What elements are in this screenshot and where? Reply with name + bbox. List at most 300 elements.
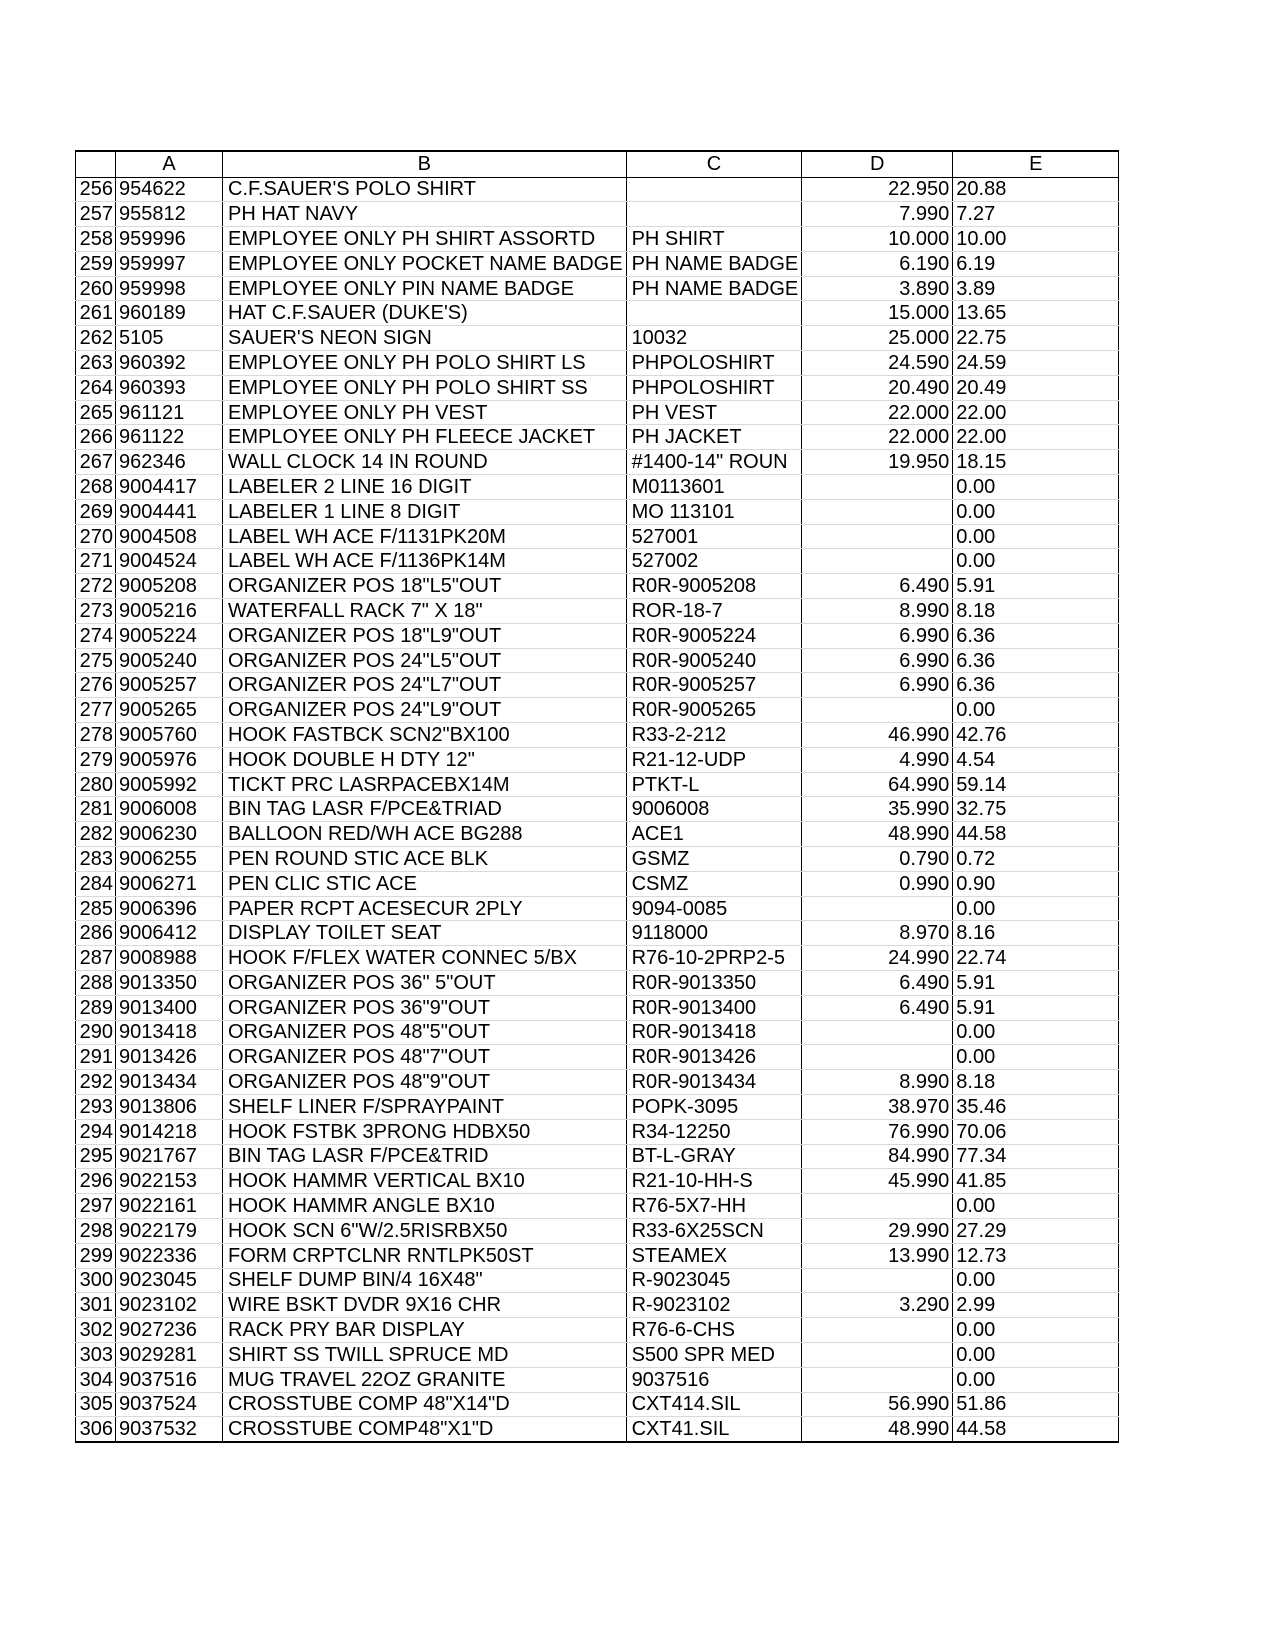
item-number-cell[interactable]: 954622 — [116, 177, 223, 202]
description-cell[interactable]: ORGANIZER POS 48"7"OUT — [223, 1045, 627, 1070]
vendor-code-cell[interactable]: R33-6X25SCN — [626, 1218, 802, 1243]
row-number-cell[interactable]: 304 — [76, 1367, 116, 1392]
item-number-cell[interactable]: 9005760 — [116, 723, 223, 748]
description-cell[interactable]: RACK PRY BAR DISPLAY — [223, 1318, 627, 1343]
cost-cell[interactable]: 8.18 — [953, 599, 1119, 624]
description-cell[interactable]: HOOK DOUBLE H DTY 12" — [223, 747, 627, 772]
description-cell[interactable]: WIRE BSKT DVDR 9X16 CHR — [223, 1293, 627, 1318]
price-cell[interactable]: 7.990 — [802, 202, 953, 227]
price-cell[interactable] — [802, 1367, 953, 1392]
price-cell[interactable] — [802, 499, 953, 524]
description-cell[interactable]: HOOK FASTBCK SCN2"BX100 — [223, 723, 627, 748]
price-cell[interactable]: 45.990 — [802, 1169, 953, 1194]
cost-cell[interactable]: 70.06 — [953, 1119, 1119, 1144]
vendor-code-cell[interactable] — [626, 177, 802, 202]
item-number-cell[interactable]: 960189 — [116, 301, 223, 326]
vendor-code-cell[interactable]: ACE1 — [626, 822, 802, 847]
price-cell[interactable]: 13.990 — [802, 1243, 953, 1268]
item-number-cell[interactable]: 9014218 — [116, 1119, 223, 1144]
row-number-cell[interactable]: 286 — [76, 921, 116, 946]
description-cell[interactable]: WATERFALL RACK 7" X 18" — [223, 599, 627, 624]
cost-cell[interactable]: 5.91 — [953, 574, 1119, 599]
row-number-cell[interactable]: 305 — [76, 1392, 116, 1417]
cost-cell[interactable]: 0.00 — [953, 475, 1119, 500]
item-number-cell[interactable]: 9004441 — [116, 499, 223, 524]
description-cell[interactable]: EMPLOYEE ONLY PH POLO SHIRT LS — [223, 351, 627, 376]
row-number-cell[interactable]: 284 — [76, 871, 116, 896]
item-number-cell[interactable]: 9037532 — [116, 1417, 223, 1442]
description-cell[interactable]: SAUER'S NEON SIGN — [223, 326, 627, 351]
price-cell[interactable]: 22.950 — [802, 177, 953, 202]
price-cell[interactable]: 6.490 — [802, 971, 953, 996]
vendor-code-cell[interactable]: R76-5X7-HH — [626, 1194, 802, 1219]
description-cell[interactable]: HAT C.F.SAUER (DUKE'S) — [223, 301, 627, 326]
cost-cell[interactable]: 0.00 — [953, 1020, 1119, 1045]
description-cell[interactable]: EMPLOYEE ONLY PH SHIRT ASSORTD — [223, 227, 627, 252]
cost-cell[interactable]: 20.88 — [953, 177, 1119, 202]
description-cell[interactable]: WALL CLOCK 14 IN ROUND — [223, 450, 627, 475]
item-number-cell[interactable]: 9023102 — [116, 1293, 223, 1318]
column-header-e[interactable]: E — [953, 151, 1119, 177]
vendor-code-cell[interactable]: CSMZ — [626, 871, 802, 896]
cost-cell[interactable]: 77.34 — [953, 1144, 1119, 1169]
row-number-cell[interactable]: 303 — [76, 1342, 116, 1367]
row-number-cell[interactable]: 278 — [76, 723, 116, 748]
description-cell[interactable]: ORGANIZER POS 36"9"OUT — [223, 995, 627, 1020]
description-cell[interactable]: FORM CRPTCLNR RNTLPK50ST — [223, 1243, 627, 1268]
item-number-cell[interactable]: 960393 — [116, 375, 223, 400]
description-cell[interactable]: BIN TAG LASR F/PCE&TRID — [223, 1144, 627, 1169]
item-number-cell[interactable]: 962346 — [116, 450, 223, 475]
description-cell[interactable]: ORGANIZER POS 24"L9"OUT — [223, 698, 627, 723]
cost-cell[interactable]: 0.00 — [953, 524, 1119, 549]
cost-cell[interactable]: 6.36 — [953, 648, 1119, 673]
cost-cell[interactable]: 5.91 — [953, 995, 1119, 1020]
description-cell[interactable]: HOOK F/FLEX WATER CONNEC 5/BX — [223, 946, 627, 971]
cost-cell[interactable]: 6.19 — [953, 251, 1119, 276]
row-number-cell[interactable]: 280 — [76, 772, 116, 797]
vendor-code-cell[interactable]: R-9023102 — [626, 1293, 802, 1318]
price-cell[interactable]: 29.990 — [802, 1218, 953, 1243]
cost-cell[interactable]: 0.00 — [953, 1342, 1119, 1367]
row-number-cell[interactable]: 292 — [76, 1070, 116, 1095]
cost-cell[interactable]: 22.74 — [953, 946, 1119, 971]
description-cell[interactable]: LABEL WH ACE F/1136PK14M — [223, 549, 627, 574]
row-number-cell[interactable]: 270 — [76, 524, 116, 549]
row-number-cell[interactable]: 276 — [76, 673, 116, 698]
cost-cell[interactable]: 0.00 — [953, 896, 1119, 921]
description-cell[interactable]: HOOK HAMMR ANGLE BX10 — [223, 1194, 627, 1219]
description-cell[interactable]: ORGANIZER POS 48"5"OUT — [223, 1020, 627, 1045]
row-number-cell[interactable]: 260 — [76, 276, 116, 301]
row-number-cell[interactable]: 274 — [76, 623, 116, 648]
description-cell[interactable]: C.F.SAUER'S POLO SHIRT — [223, 177, 627, 202]
vendor-code-cell[interactable]: 9094-0085 — [626, 896, 802, 921]
vendor-code-cell[interactable]: R33-2-212 — [626, 723, 802, 748]
row-number-cell[interactable]: 258 — [76, 227, 116, 252]
price-cell[interactable]: 19.950 — [802, 450, 953, 475]
item-number-cell[interactable]: 9022161 — [116, 1194, 223, 1219]
item-number-cell[interactable]: 9029281 — [116, 1342, 223, 1367]
corner-header-cell[interactable] — [76, 151, 116, 177]
row-number-cell[interactable]: 283 — [76, 847, 116, 872]
vendor-code-cell[interactable]: M0113601 — [626, 475, 802, 500]
item-number-cell[interactable]: 9013806 — [116, 1094, 223, 1119]
cost-cell[interactable]: 41.85 — [953, 1169, 1119, 1194]
row-number-cell[interactable]: 300 — [76, 1268, 116, 1293]
vendor-code-cell[interactable]: R-9023045 — [626, 1268, 802, 1293]
vendor-code-cell[interactable]: CXT414.SIL — [626, 1392, 802, 1417]
vendor-code-cell[interactable]: R34-12250 — [626, 1119, 802, 1144]
description-cell[interactable]: SHIRT SS TWILL SPRUCE MD — [223, 1342, 627, 1367]
description-cell[interactable]: BIN TAG LASR F/PCE&TRIAD — [223, 797, 627, 822]
vendor-code-cell[interactable]: R0R-9013400 — [626, 995, 802, 1020]
row-number-cell[interactable]: 271 — [76, 549, 116, 574]
price-cell[interactable]: 48.990 — [802, 822, 953, 847]
cost-cell[interactable]: 44.58 — [953, 822, 1119, 847]
vendor-code-cell[interactable]: 527001 — [626, 524, 802, 549]
cost-cell[interactable]: 0.00 — [953, 1045, 1119, 1070]
row-number-cell[interactable]: 277 — [76, 698, 116, 723]
vendor-code-cell[interactable]: CXT41.SIL — [626, 1417, 802, 1442]
cost-cell[interactable]: 22.00 — [953, 400, 1119, 425]
price-cell[interactable] — [802, 549, 953, 574]
price-cell[interactable]: 6.990 — [802, 673, 953, 698]
column-header-b[interactable]: B — [223, 151, 627, 177]
description-cell[interactable]: PAPER RCPT ACESECUR 2PLY — [223, 896, 627, 921]
vendor-code-cell[interactable]: 9118000 — [626, 921, 802, 946]
price-cell[interactable] — [802, 1318, 953, 1343]
cost-cell[interactable]: 7.27 — [953, 202, 1119, 227]
price-cell[interactable]: 8.970 — [802, 921, 953, 946]
cost-cell[interactable]: 0.00 — [953, 1268, 1119, 1293]
row-number-cell[interactable]: 302 — [76, 1318, 116, 1343]
price-cell[interactable]: 6.990 — [802, 648, 953, 673]
vendor-code-cell[interactable]: 10032 — [626, 326, 802, 351]
item-number-cell[interactable]: 9022336 — [116, 1243, 223, 1268]
item-number-cell[interactable]: 9005216 — [116, 599, 223, 624]
description-cell[interactable]: EMPLOYEE ONLY PH FLEECE JACKET — [223, 425, 627, 450]
item-number-cell[interactable]: 959996 — [116, 227, 223, 252]
row-number-cell[interactable]: 298 — [76, 1218, 116, 1243]
vendor-code-cell[interactable]: PHPOLOSHIRT — [626, 375, 802, 400]
price-cell[interactable]: 35.990 — [802, 797, 953, 822]
price-cell[interactable]: 6.490 — [802, 574, 953, 599]
row-number-cell[interactable]: 295 — [76, 1144, 116, 1169]
row-number-cell[interactable]: 289 — [76, 995, 116, 1020]
description-cell[interactable]: BALLOON RED/WH ACE BG288 — [223, 822, 627, 847]
cost-cell[interactable]: 0.72 — [953, 847, 1119, 872]
cost-cell[interactable]: 8.18 — [953, 1070, 1119, 1095]
vendor-code-cell[interactable]: PH NAME BADGE — [626, 251, 802, 276]
cost-cell[interactable]: 32.75 — [953, 797, 1119, 822]
cost-cell[interactable]: 0.00 — [953, 1318, 1119, 1343]
vendor-code-cell[interactable]: MO 113101 — [626, 499, 802, 524]
price-cell[interactable]: 24.590 — [802, 351, 953, 376]
row-number-cell[interactable]: 263 — [76, 351, 116, 376]
price-cell[interactable]: 6.490 — [802, 995, 953, 1020]
description-cell[interactable]: ORGANIZER POS 48"9"OUT — [223, 1070, 627, 1095]
item-number-cell[interactable]: 955812 — [116, 202, 223, 227]
price-cell[interactable] — [802, 1020, 953, 1045]
row-number-cell[interactable]: 259 — [76, 251, 116, 276]
price-cell[interactable]: 6.190 — [802, 251, 953, 276]
description-cell[interactable]: MUG TRAVEL 22OZ GRANITE — [223, 1367, 627, 1392]
item-number-cell[interactable]: 9005240 — [116, 648, 223, 673]
vendor-code-cell[interactable] — [626, 202, 802, 227]
item-number-cell[interactable]: 9006230 — [116, 822, 223, 847]
item-number-cell[interactable]: 9004417 — [116, 475, 223, 500]
price-cell[interactable]: 10.000 — [802, 227, 953, 252]
row-number-cell[interactable]: 306 — [76, 1417, 116, 1442]
item-number-cell[interactable]: 9013400 — [116, 995, 223, 1020]
description-cell[interactable]: HOOK FSTBK 3PRONG HDBX50 — [223, 1119, 627, 1144]
vendor-code-cell[interactable]: PH NAME BADGE — [626, 276, 802, 301]
price-cell[interactable]: 46.990 — [802, 723, 953, 748]
row-number-cell[interactable]: 273 — [76, 599, 116, 624]
price-cell[interactable]: 56.990 — [802, 1392, 953, 1417]
item-number-cell[interactable]: 960392 — [116, 351, 223, 376]
row-number-cell[interactable]: 261 — [76, 301, 116, 326]
row-number-cell[interactable]: 265 — [76, 400, 116, 425]
description-cell[interactable]: ORGANIZER POS 36" 5"OUT — [223, 971, 627, 996]
vendor-code-cell[interactable]: 9037516 — [626, 1367, 802, 1392]
vendor-code-cell[interactable]: 527002 — [626, 549, 802, 574]
description-cell[interactable]: ORGANIZER POS 24"L5"OUT — [223, 648, 627, 673]
cost-cell[interactable]: 8.16 — [953, 921, 1119, 946]
description-cell[interactable]: CROSSTUBE COMP 48"X14"D — [223, 1392, 627, 1417]
item-number-cell[interactable]: 9005976 — [116, 747, 223, 772]
item-number-cell[interactable]: 9037516 — [116, 1367, 223, 1392]
cost-cell[interactable]: 2.99 — [953, 1293, 1119, 1318]
price-cell[interactable]: 8.990 — [802, 599, 953, 624]
vendor-code-cell[interactable]: STEAMEX — [626, 1243, 802, 1268]
row-number-cell[interactable]: 290 — [76, 1020, 116, 1045]
vendor-code-cell[interactable]: #1400-14" ROUN — [626, 450, 802, 475]
description-cell[interactable]: EMPLOYEE ONLY PIN NAME BADGE — [223, 276, 627, 301]
item-number-cell[interactable]: 9006255 — [116, 847, 223, 872]
cost-cell[interactable]: 12.73 — [953, 1243, 1119, 1268]
column-header-d[interactable]: D — [802, 151, 953, 177]
vendor-code-cell[interactable]: R0R-9005257 — [626, 673, 802, 698]
cost-cell[interactable]: 22.00 — [953, 425, 1119, 450]
vendor-code-cell[interactable]: BT-L-GRAY — [626, 1144, 802, 1169]
column-header-a[interactable]: A — [116, 151, 223, 177]
vendor-code-cell[interactable]: 9006008 — [626, 797, 802, 822]
row-number-cell[interactable]: 291 — [76, 1045, 116, 1070]
item-number-cell[interactable]: 9006008 — [116, 797, 223, 822]
description-cell[interactable]: DISPLAY TOILET SEAT — [223, 921, 627, 946]
item-number-cell[interactable]: 9004524 — [116, 549, 223, 574]
cost-cell[interactable]: 20.49 — [953, 375, 1119, 400]
vendor-code-cell[interactable]: R0R-9005265 — [626, 698, 802, 723]
item-number-cell[interactable]: 961121 — [116, 400, 223, 425]
description-cell[interactable]: TICKT PRC LASRPACEBX14M — [223, 772, 627, 797]
item-number-cell[interactable]: 9013434 — [116, 1070, 223, 1095]
vendor-code-cell[interactable]: S500 SPR MED — [626, 1342, 802, 1367]
row-number-cell[interactable]: 288 — [76, 971, 116, 996]
row-number-cell[interactable]: 257 — [76, 202, 116, 227]
price-cell[interactable]: 6.990 — [802, 623, 953, 648]
vendor-code-cell[interactable]: R76-6-CHS — [626, 1318, 802, 1343]
price-cell[interactable]: 76.990 — [802, 1119, 953, 1144]
vendor-code-cell[interactable]: R21-10-HH-S — [626, 1169, 802, 1194]
vendor-code-cell[interactable]: ROR-18-7 — [626, 599, 802, 624]
description-cell[interactable]: LABEL WH ACE F/1131PK20M — [223, 524, 627, 549]
item-number-cell[interactable]: 9006412 — [116, 921, 223, 946]
price-cell[interactable] — [802, 1045, 953, 1070]
cost-cell[interactable]: 5.91 — [953, 971, 1119, 996]
description-cell[interactable]: PEN CLIC STIC ACE — [223, 871, 627, 896]
item-number-cell[interactable]: 9013350 — [116, 971, 223, 996]
item-number-cell[interactable]: 9008988 — [116, 946, 223, 971]
description-cell[interactable]: SHELF DUMP BIN/4 16X48" — [223, 1268, 627, 1293]
item-number-cell[interactable]: 9013418 — [116, 1020, 223, 1045]
vendor-code-cell[interactable]: PHPOLOSHIRT — [626, 351, 802, 376]
cost-cell[interactable]: 0.00 — [953, 549, 1119, 574]
item-number-cell[interactable]: 959998 — [116, 276, 223, 301]
cost-cell[interactable]: 0.00 — [953, 1367, 1119, 1392]
vendor-code-cell[interactable]: R0R-9013434 — [626, 1070, 802, 1095]
price-cell[interactable] — [802, 698, 953, 723]
row-number-cell[interactable]: 294 — [76, 1119, 116, 1144]
price-cell[interactable] — [802, 1342, 953, 1367]
item-number-cell[interactable]: 959997 — [116, 251, 223, 276]
item-number-cell[interactable]: 9005224 — [116, 623, 223, 648]
price-cell[interactable] — [802, 524, 953, 549]
description-cell[interactable]: EMPLOYEE ONLY PH POLO SHIRT SS — [223, 375, 627, 400]
row-number-cell[interactable]: 279 — [76, 747, 116, 772]
cost-cell[interactable]: 18.15 — [953, 450, 1119, 475]
item-number-cell[interactable]: 9005992 — [116, 772, 223, 797]
price-cell[interactable]: 24.990 — [802, 946, 953, 971]
item-number-cell[interactable]: 9006396 — [116, 896, 223, 921]
vendor-code-cell[interactable]: R0R-9005208 — [626, 574, 802, 599]
cost-cell[interactable]: 6.36 — [953, 623, 1119, 648]
description-cell[interactable]: HOOK SCN 6"W/2.5RISRBX50 — [223, 1218, 627, 1243]
cost-cell[interactable]: 0.00 — [953, 499, 1119, 524]
item-number-cell[interactable]: 9004508 — [116, 524, 223, 549]
row-number-cell[interactable]: 281 — [76, 797, 116, 822]
cost-cell[interactable]: 22.75 — [953, 326, 1119, 351]
item-number-cell[interactable]: 9005265 — [116, 698, 223, 723]
row-number-cell[interactable]: 299 — [76, 1243, 116, 1268]
price-cell[interactable]: 22.000 — [802, 400, 953, 425]
cost-cell[interactable]: 59.14 — [953, 772, 1119, 797]
cost-cell[interactable]: 35.46 — [953, 1094, 1119, 1119]
cost-cell[interactable]: 3.89 — [953, 276, 1119, 301]
price-cell[interactable]: 20.490 — [802, 375, 953, 400]
vendor-code-cell[interactable]: R0R-9013350 — [626, 971, 802, 996]
price-cell[interactable] — [802, 1268, 953, 1293]
row-number-cell[interactable]: 297 — [76, 1194, 116, 1219]
item-number-cell[interactable]: 9021767 — [116, 1144, 223, 1169]
row-number-cell[interactable]: 296 — [76, 1169, 116, 1194]
row-number-cell[interactable]: 287 — [76, 946, 116, 971]
description-cell[interactable]: ORGANIZER POS 18"L5"OUT — [223, 574, 627, 599]
item-number-cell[interactable]: 961122 — [116, 425, 223, 450]
price-cell[interactable]: 48.990 — [802, 1417, 953, 1442]
row-number-cell[interactable]: 268 — [76, 475, 116, 500]
vendor-code-cell[interactable]: R0R-9005224 — [626, 623, 802, 648]
price-cell[interactable]: 4.990 — [802, 747, 953, 772]
price-cell[interactable]: 84.990 — [802, 1144, 953, 1169]
description-cell[interactable]: EMPLOYEE ONLY POCKET NAME BADGE — [223, 251, 627, 276]
vendor-code-cell[interactable]: R76-10-2PRP2-5 — [626, 946, 802, 971]
description-cell[interactable]: LABELER 1 LINE 8 DIGIT — [223, 499, 627, 524]
description-cell[interactable]: ORGANIZER POS 24"L7"OUT — [223, 673, 627, 698]
price-cell[interactable] — [802, 896, 953, 921]
vendor-code-cell[interactable]: PH JACKET — [626, 425, 802, 450]
item-number-cell[interactable]: 9037524 — [116, 1392, 223, 1417]
row-number-cell[interactable]: 282 — [76, 822, 116, 847]
vendor-code-cell[interactable]: PH SHIRT — [626, 227, 802, 252]
price-cell[interactable]: 0.990 — [802, 871, 953, 896]
item-number-cell[interactable]: 5105 — [116, 326, 223, 351]
price-cell[interactable]: 3.890 — [802, 276, 953, 301]
description-cell[interactable]: CROSSTUBE COMP48"X1"D — [223, 1417, 627, 1442]
price-cell[interactable]: 3.290 — [802, 1293, 953, 1318]
description-cell[interactable]: PH HAT NAVY — [223, 202, 627, 227]
item-number-cell[interactable]: 9005208 — [116, 574, 223, 599]
description-cell[interactable]: EMPLOYEE ONLY PH VEST — [223, 400, 627, 425]
cost-cell[interactable]: 42.76 — [953, 723, 1119, 748]
description-cell[interactable]: HOOK HAMMR VERTICAL BX10 — [223, 1169, 627, 1194]
item-number-cell[interactable]: 9006271 — [116, 871, 223, 896]
cost-cell[interactable]: 0.00 — [953, 1194, 1119, 1219]
price-cell[interactable] — [802, 475, 953, 500]
cost-cell[interactable]: 51.86 — [953, 1392, 1119, 1417]
item-number-cell[interactable]: 9023045 — [116, 1268, 223, 1293]
item-number-cell[interactable]: 9022153 — [116, 1169, 223, 1194]
description-cell[interactable]: PEN ROUND STIC ACE BLK — [223, 847, 627, 872]
price-cell[interactable]: 0.790 — [802, 847, 953, 872]
vendor-code-cell[interactable]: R0R-9013418 — [626, 1020, 802, 1045]
cost-cell[interactable]: 13.65 — [953, 301, 1119, 326]
row-number-cell[interactable]: 266 — [76, 425, 116, 450]
price-cell[interactable] — [802, 1194, 953, 1219]
vendor-code-cell[interactable]: R0R-9005240 — [626, 648, 802, 673]
row-number-cell[interactable]: 267 — [76, 450, 116, 475]
row-number-cell[interactable]: 275 — [76, 648, 116, 673]
vendor-code-cell[interactable]: POPK-3095 — [626, 1094, 802, 1119]
row-number-cell[interactable]: 269 — [76, 499, 116, 524]
row-number-cell[interactable]: 285 — [76, 896, 116, 921]
row-number-cell[interactable]: 264 — [76, 375, 116, 400]
cost-cell[interactable]: 44.58 — [953, 1417, 1119, 1442]
price-cell[interactable]: 38.970 — [802, 1094, 953, 1119]
cost-cell[interactable]: 6.36 — [953, 673, 1119, 698]
description-cell[interactable]: ORGANIZER POS 18"L9"OUT — [223, 623, 627, 648]
row-number-cell[interactable]: 272 — [76, 574, 116, 599]
cost-cell[interactable]: 27.29 — [953, 1218, 1119, 1243]
row-number-cell[interactable]: 301 — [76, 1293, 116, 1318]
item-number-cell[interactable]: 9013426 — [116, 1045, 223, 1070]
price-cell[interactable]: 8.990 — [802, 1070, 953, 1095]
cost-cell[interactable]: 10.00 — [953, 227, 1119, 252]
item-number-cell[interactable]: 9027236 — [116, 1318, 223, 1343]
price-cell[interactable]: 25.000 — [802, 326, 953, 351]
vendor-code-cell[interactable]: R21-12-UDP — [626, 747, 802, 772]
item-number-cell[interactable]: 9022179 — [116, 1218, 223, 1243]
description-cell[interactable]: SHELF LINER F/SPRAYPAINT — [223, 1094, 627, 1119]
price-cell[interactable]: 22.000 — [802, 425, 953, 450]
price-cell[interactable]: 64.990 — [802, 772, 953, 797]
cost-cell[interactable]: 24.59 — [953, 351, 1119, 376]
description-cell[interactable]: LABELER 2 LINE 16 DIGIT — [223, 475, 627, 500]
vendor-code-cell[interactable]: PTKT-L — [626, 772, 802, 797]
price-cell[interactable]: 15.000 — [802, 301, 953, 326]
